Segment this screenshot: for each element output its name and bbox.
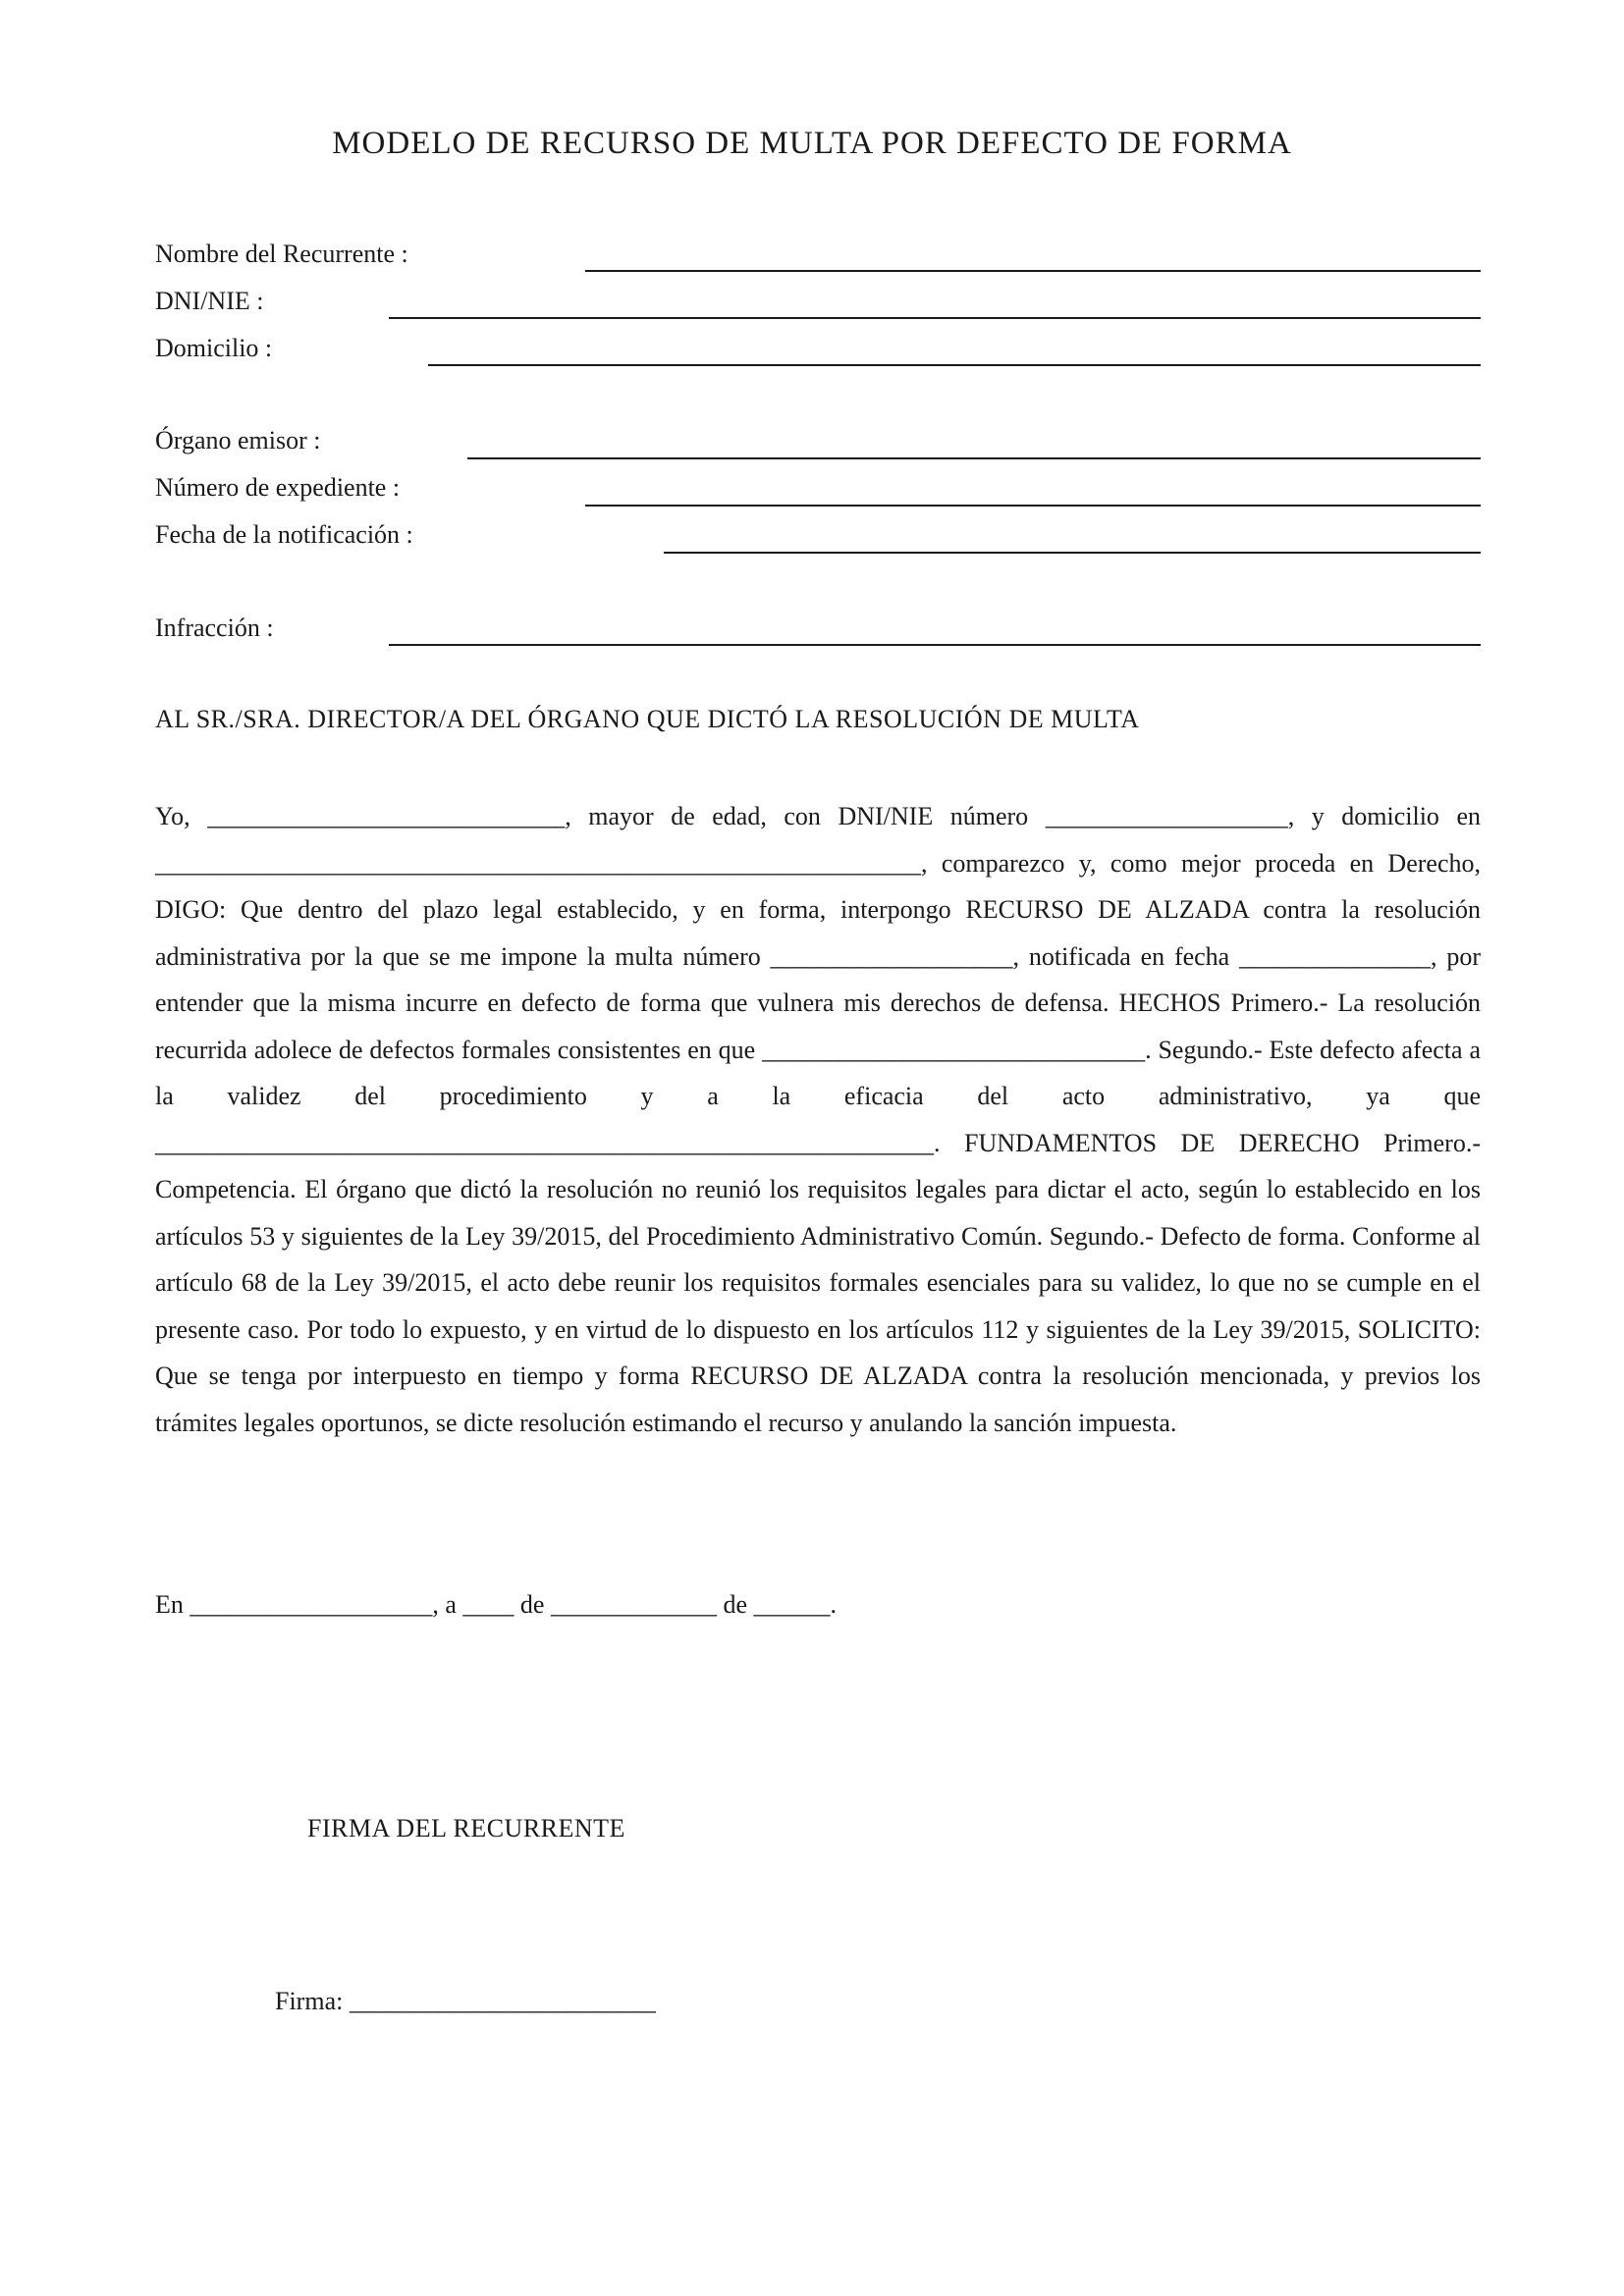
field-line-domicilio[interactable] [428, 364, 1481, 366]
field-label-infraccion: Infracción : [155, 614, 274, 642]
field-label-dni: DNI/NIE : [155, 287, 264, 315]
field-line-organo[interactable] [467, 457, 1481, 459]
field-label-expediente: Número de expediente : [155, 473, 401, 502]
signature-line: Firma: ________________________ [275, 1987, 656, 2015]
field-line-dni[interactable] [389, 317, 1481, 319]
field-line-expediente[interactable] [585, 505, 1481, 507]
field-line-fecha[interactable] [664, 552, 1481, 554]
field-label-domicilio: Domicilio : [155, 334, 273, 362]
appeal-body-text [155, 793, 1481, 1446]
signature-heading: FIRMA DEL RECURRENTE [307, 1814, 625, 1842]
document-title: MODELO DE RECURSO DE MULTA POR DEFECTO DE FORMA [332, 126, 1292, 161]
appeal-body-content: Yo, ____________________________, mayor de edad, con DNI/NIE número ___________________, y domicilio en ____________________________________________________________, comparezco y, como mejor proceda en Derecho, DIGO: Que dentro del plazo legal establecido, y en forma, interpongo RECURSO DE ALZADA contra la resolución administrativa por la que se me impone la multa número ___________________, notificada en fecha _______________, por entender que la misma incurre en defecto de forma que vulnera mis derechos de defensa. HECHOS Primero.- La resolución recurrida adolece de defectos formales consistentes en que ______________________________. Segundo.- Este defecto afecta a la validez del procedimiento y a la eficacia del acto administrativo, ya que _____________________________________________________________. FUNDAMENTOS DE DERECHO Primero.- Competencia. El órgano que dictó la resolución no reunió los requisitos legales para dictar el acto, según lo establecido en los artículos 53 y siguientes de la Ley 39/2015, del Procedimiento Administrativo Común. Segundo.- Defecto de forma. Conforme al artículo 68 de la Ley 39/2015, el acto debe reunir los requisitos formales esenciales para su validez, lo que no se cumple en el presente caso. Por todo lo expuesto, y en virtud de lo dispuesto en los artículos 112 y siguientes de la Ley 39/2015, SOLICITO: Que se tenga por interpuesto en tiempo y forma RECURSO DE ALZADA contra la resolución mencionada, y previos los trámites legales oportunos, se dicte resolución estimando el recurso y anulando la sanción impuesta. [155, 802, 1481, 1437]
place-date-line: En ___________________, a ____ de _____________ de ______. [155, 1590, 838, 1619]
field-label-nombre: Nombre del Recurrente : [155, 240, 408, 268]
field-line-infraccion[interactable] [389, 644, 1481, 646]
field-line-nombre[interactable] [585, 270, 1481, 272]
field-label-organo: Órgano emisor : [155, 426, 321, 454]
addressee-heading: AL SR./SRA. DIRECTOR/A DEL ÓRGANO QUE DICTÓ LA RESOLUCIÓN DE MULTA [155, 705, 1140, 733]
field-label-fecha: Fecha de la notificación : [155, 520, 413, 549]
